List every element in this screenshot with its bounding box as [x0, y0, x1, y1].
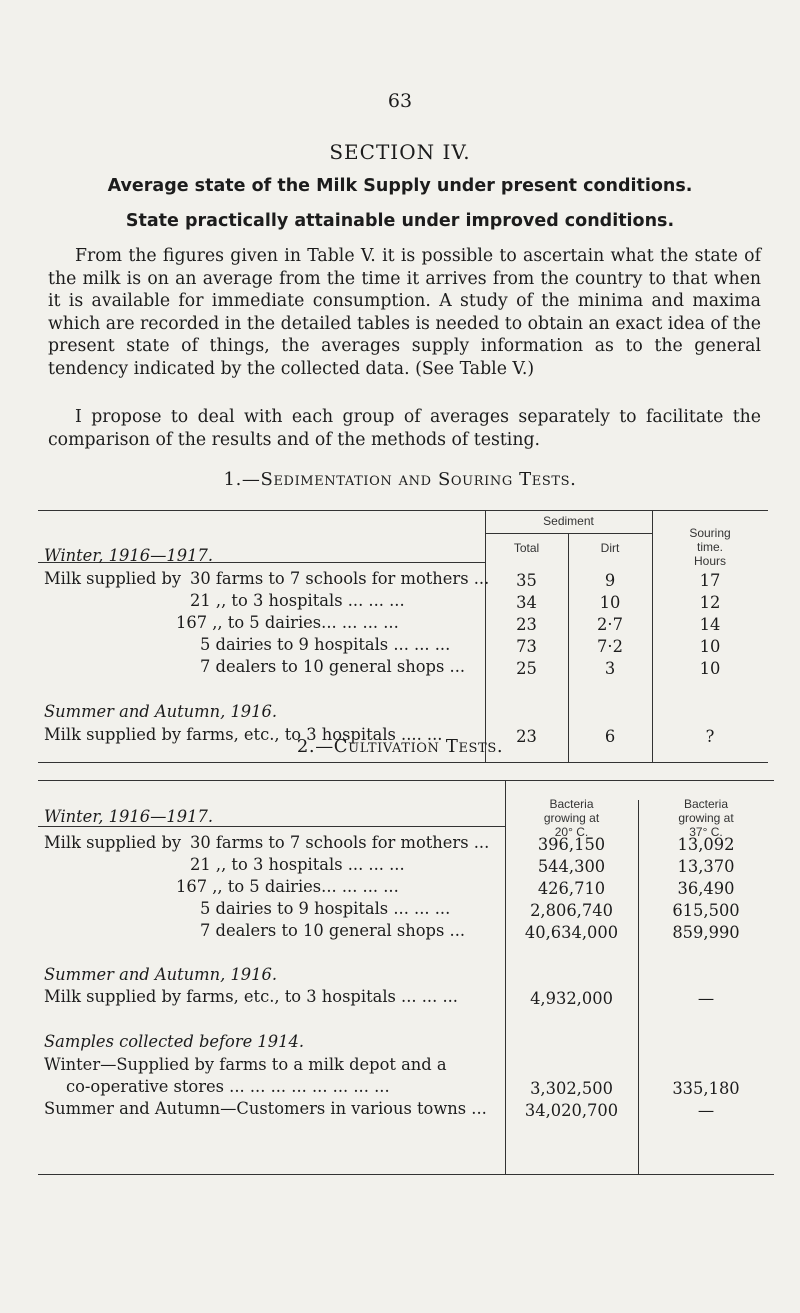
header-37c-line2: growing at [678, 811, 734, 825]
table1-dirt: 6 [604, 727, 616, 746]
table2-bacteria-20c: 4,932,000 [530, 989, 613, 1008]
table2-bacteria-37c: 13,370 [677, 857, 735, 876]
section-title: SECTION IV. [329, 140, 471, 164]
table1-row-label: 7 dealers to 10 general shops ... [200, 657, 466, 676]
method-paragraph: I propose to deal with each group of averages separately to facilitate the comparison of the results and of the methods of testing. [48, 407, 761, 450]
table2-title: 2.—Cultivation Tests. [296, 736, 504, 757]
table2-bacteria-20c: 2,806,740 [530, 901, 613, 920]
table2-row-lead: Milk supplied by [44, 833, 182, 852]
table2-bottom-rule [38, 1174, 774, 1175]
table1-row-lead: Milk supplied by [44, 569, 182, 588]
header-dirt: Dirt [600, 541, 620, 555]
header-souring [652, 526, 768, 568]
table2-bacteria-37c: 859,990 [672, 923, 740, 942]
table1-total: 23 [516, 727, 537, 746]
table1-group-winter: Winter, 1916—1917. [44, 546, 213, 565]
table1-top-rule [38, 510, 768, 511]
table2-bacteria-20c: 3,302,500 [530, 1079, 613, 1098]
table2-bacteria-20c: 426,710 [537, 879, 606, 898]
header-bacteria-37c [638, 797, 774, 839]
table2-group-summer: Summer and Autumn, 1916. [44, 965, 278, 984]
table1-dirt: 3 [604, 659, 616, 678]
table2-bacteria-20c: 34,020,700 [524, 1101, 619, 1120]
table1-sediment-rule [485, 533, 652, 534]
table1-group-summer: Summer and Autumn, 1916. [44, 702, 278, 721]
table2-row-label: 167 ,, to 5 dairies... ... ... ... [176, 877, 399, 896]
table1-souring: 17 [699, 571, 721, 590]
table1-total: 34 [516, 593, 537, 612]
header-total: Total [513, 541, 540, 555]
table2-row-label: Winter—Supplied by farms to a milk depot and a [44, 1055, 447, 1074]
table1-souring: 14 [699, 615, 721, 634]
table1-row-label: 30 farms to 7 schools for mothers ... [190, 569, 490, 588]
table1-row-label: Milk supplied by farms, etc., to 3 hospitals .... ... [44, 725, 443, 744]
table2-bacteria-37c: 335,180 [672, 1079, 740, 1098]
table2-bacteria-37c: 36,490 [677, 879, 735, 898]
header-souring-line3: Hours [693, 554, 726, 568]
header-37c-line3: 37° C. [689, 825, 723, 839]
table2-group-before-1914: Samples collected before 1914. [44, 1032, 305, 1051]
page-number: 63 [387, 90, 413, 112]
table1-dirt: 7·2 [597, 637, 623, 656]
heading-attainable-state: State practically attainable under improved conditions. [125, 211, 675, 231]
table1-dirt: 2·7 [597, 615, 623, 634]
table1-souring: 10 [699, 637, 721, 656]
table1-row-label: 167 ,, to 5 dairies... ... ... ... [176, 613, 399, 632]
header-20c-line2: growing at [543, 811, 600, 825]
table2-bacteria-20c: 544,300 [537, 857, 606, 876]
table2-bacteria-37c: — [697, 989, 715, 1008]
table1-dirt: 9 [604, 571, 616, 590]
intro-paragraph: From the figures given in Table V. it is possible to ascertain what the state of the milk is on an average from the time it arrives from the country to that when it is available for immediate consumption. A study of the minima and maxima which are recorded in the detailed tables is needed to obtain an exact idea of the present state of things, the averages supply information as to the general tendency indicated by the collected data. (See Table V.) [48, 246, 762, 379]
header-20c-line1: Bacteria [549, 797, 594, 811]
table2-row-label: Summer and Autumn—Customers in various towns ... [44, 1099, 487, 1118]
table2-bacteria-37c: 13,092 [677, 835, 735, 854]
table1-row-label: 21 ,, to 3 hospitals ... ... ... [190, 591, 405, 610]
heading-average-state: Average state of the Milk Supply under present conditions. [107, 176, 693, 196]
table1-total: 73 [516, 637, 537, 656]
table1-total: 35 [516, 571, 537, 590]
table1-souring: ? [705, 727, 715, 746]
table2-bacteria-20c: 396,150 [537, 835, 606, 854]
table2-bacteria-37c: 615,500 [672, 901, 740, 920]
table1-dirt: 10 [599, 593, 621, 612]
table1-souring: 12 [699, 593, 721, 612]
table1-total: 23 [516, 615, 537, 634]
header-20c-line3: 20° C. [554, 825, 589, 839]
header-sediment: Sediment [543, 514, 594, 528]
table2-bacteria-37c: — [697, 1101, 715, 1120]
table2-row-label: 21 ,, to 3 hospitals ... ... ... [190, 855, 405, 874]
table2-row-label: 5 dairies to 9 hospitals ... ... ... [200, 899, 451, 918]
header-souring-line1: Souring [689, 526, 731, 540]
table2-row-label: Milk supplied by farms, etc., to 3 hospitals ... ... ... [44, 987, 458, 1006]
table2-group-winter: Winter, 1916—1917. [44, 807, 213, 826]
table1-souring: 10 [699, 659, 721, 678]
table1-bottom-rule [38, 762, 768, 763]
table1-total: 25 [516, 659, 537, 678]
header-souring-line2: time. [696, 540, 723, 554]
table2-top-rule [38, 780, 774, 781]
table1-row-label: 5 dairies to 9 hospitals ... ... ... [200, 635, 451, 654]
table2-header-rule [38, 826, 505, 827]
header-bacteria-20c [505, 797, 638, 839]
table2-bacteria-20c: 40,634,000 [524, 923, 619, 942]
table1-title: 1.—Sedimentation and Souring Tests. [223, 469, 577, 490]
table2-row-label-cont: co-operative stores ... ... ... ... ... ... ... ... [66, 1077, 390, 1096]
table2-row-label: 7 dealers to 10 general shops ... [200, 921, 466, 940]
table2-row-label: 30 farms to 7 schools for mothers ... [190, 833, 490, 852]
header-37c-line1: Bacteria [683, 797, 729, 811]
